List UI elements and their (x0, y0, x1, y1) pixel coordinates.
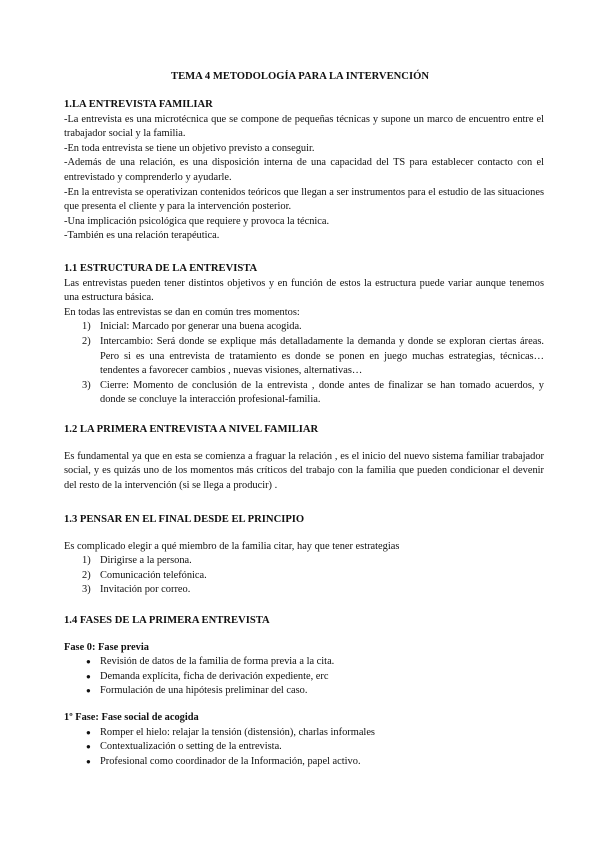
list-item-text: Profesional como coordinador de la Información, papel activo. (100, 755, 361, 767)
list-item (64, 583, 544, 598)
phase-title: Fase 0: Fase previa (64, 641, 149, 653)
numbered-list (64, 320, 544, 408)
list-item (64, 726, 544, 741)
list-item (64, 335, 544, 379)
list-item (64, 320, 544, 335)
paragraph: Es complicado elegir a qué miembro de la familia citar, hay que tener estrategias (64, 540, 400, 552)
list-item (64, 755, 544, 770)
paragraph: -También es una relación terapéutica. (64, 230, 220, 242)
list-item (64, 569, 544, 584)
list-number: 2) (82, 335, 91, 347)
list-item-text: Dirigirse a la persona. (100, 555, 192, 567)
bullet-icon: ● (86, 686, 91, 696)
section-pensar-final (64, 513, 544, 598)
paragraph: -En la entrevista se operativizan contenidos teóricos que llegan a ser instrumentos para el estudio de las situaciones que presenta el cliente y para la intervención posterior. (64, 186, 544, 213)
paragraph: -Una implicación psicológica que requiere y provoca la técnica. (64, 215, 330, 227)
section-fases (64, 614, 544, 769)
bullet-list (64, 655, 544, 699)
list-item-text: Invitación por correo. (100, 584, 191, 596)
section-primera-entrevista (64, 423, 544, 493)
list-item (64, 684, 544, 699)
section-heading: 1.LA ENTREVISTA FAMILIAR (64, 99, 213, 110)
numbered-list (64, 554, 544, 598)
bullet-icon: ● (86, 657, 91, 667)
section-heading: 1.2 LA PRIMERA ENTREVISTA A NIVEL FAMILIAR (64, 424, 319, 435)
paragraph: -En toda entrevista se tiene un objetivo previsto a conseguir. (64, 142, 315, 154)
list-number: 2) (82, 569, 91, 581)
list-number: 1) (82, 555, 91, 567)
bullet-icon: ● (86, 756, 91, 766)
paragraph: En todas las entrevistas se dan en común tres momentos: (64, 306, 300, 318)
list-item (64, 740, 544, 755)
phase-title: 1º Fase: Fase social de acogida (64, 711, 199, 723)
section-heading: 1.1 ESTRUCTURA DE LA ENTREVISTA (64, 263, 258, 274)
paragraph: Las entrevistas pueden tener distintos objetivos y en función de estos la estructura puede variar aunque tenemos una estructura básica. (64, 277, 544, 304)
bullet-list (64, 726, 544, 770)
bullet-icon: ● (86, 671, 91, 681)
list-item (64, 379, 544, 408)
list-item (64, 554, 544, 569)
list-item-text: Intercambio: Será donde se explique más detalladamente la demanda y donde se exploran ciertas áreas. Pero si es una entrevista de tratamiento es donde se ponen en juego muchas estrategias, técnicas… tendentes a favorecer cambios , nuevas visiones, alternativas… (100, 335, 544, 377)
list-item-text: Romper el hielo: relajar la tensión (distensión), charlas informales (100, 726, 375, 738)
section-heading: 1.3 PENSAR EN EL FINAL DESDE EL PRINCIPIO (64, 514, 305, 525)
bullet-icon: ● (86, 727, 91, 737)
list-item-text: Comunicación telefónica. (100, 569, 207, 581)
list-item-text: Demanda explícita, ficha de derivación expediente, erc (100, 670, 329, 682)
list-number: 1) (82, 321, 91, 333)
paragraph: Es fundamental ya que en esta se comienza a fraguar la relación , es el inicio del nuevo sistema familiar trabajador social, y es quizás uno de los momentos más críticos del trabajo con la familia que pueden condicionar el devenir del resto de la intervención (si se llega a producir) . (64, 450, 544, 491)
list-item-text: Inicial: Marcado por generar una buena acogida. (100, 321, 302, 333)
bullet-icon: ● (86, 742, 91, 752)
section-estructura (64, 262, 544, 408)
list-item-text: Formulación de una hipótesis preliminar del caso. (100, 685, 308, 697)
paragraph: -La entrevista es una microtécnica que se compone de pequeñas técnicas y supone un marco de encuentro entre el trabajador social y la familia. (64, 113, 544, 140)
list-number: 3) (82, 379, 91, 391)
document-title: TEMA 4 METODOLOGÍA PARA LA INTERVENCIÓN (171, 71, 429, 82)
section-entrevista-familiar (64, 98, 544, 244)
list-item (64, 655, 544, 670)
list-item-text: Cierre: Momento de conclusión de la entrevista , donde antes de finalizar se han tomado acuerdos, y donde se concluye la interacción profesional-familia. (100, 379, 544, 406)
paragraph: -Además de una relación, es una disposición interna de una capacidad del TS para establecer contacto con el entrevistado y comprenderlo y ayudarle. (64, 157, 544, 183)
list-item-text: Revisión de datos de la familia de forma previa a la cita. (100, 656, 335, 668)
list-item-text: Contextualización o setting de la entrevista. (100, 741, 282, 753)
list-item (64, 670, 544, 685)
section-heading: 1.4 FASES DE LA PRIMERA ENTREVISTA (64, 615, 270, 626)
list-number: 3) (82, 584, 91, 596)
